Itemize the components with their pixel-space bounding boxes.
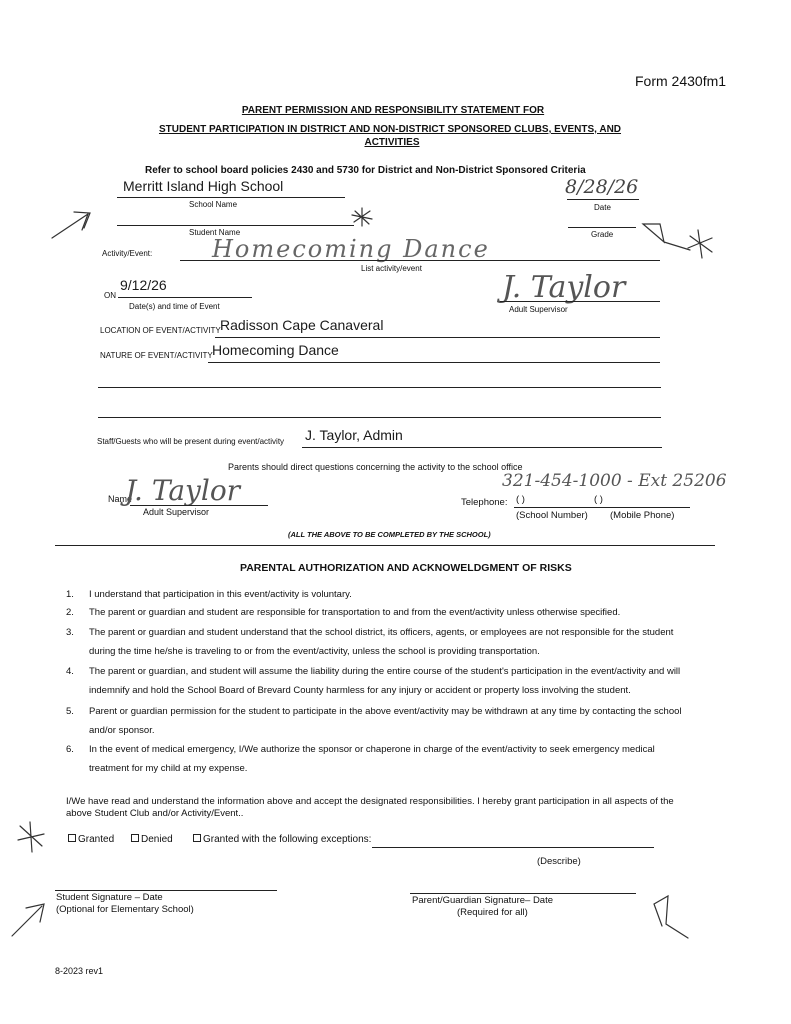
nature-extra-line-2	[98, 417, 661, 418]
form-id: Form 2430fm1	[635, 73, 727, 89]
granted-exceptions-label: Granted with the following exceptions:	[203, 834, 372, 845]
authorization-item-number: 2.	[66, 607, 74, 618]
event-date-value[interactable]: 9/12/26	[120, 277, 167, 293]
authorization-item-text: The parent or guardian and student understand that the school district, its officers, agents, or employees are not responsible for the student	[89, 627, 674, 638]
option-granted[interactable]	[68, 834, 114, 845]
authorization-heading: PARENTAL AUTHORIZATION AND ACKNOWELDGMENT OF RISKS	[240, 562, 572, 574]
denied-checkbox[interactable]	[131, 834, 139, 842]
describe-label: (Describe)	[537, 856, 581, 867]
date-value[interactable]: 8/28/26	[565, 176, 639, 198]
location-line	[215, 337, 660, 338]
nature-extra-line-1	[98, 387, 661, 388]
activity-line	[180, 260, 660, 261]
activity-value[interactable]: Homecoming Dance	[212, 235, 490, 263]
student-name-line	[117, 225, 354, 226]
authorization-item-number: 5.	[66, 706, 74, 717]
granted-label: Granted	[78, 834, 115, 845]
nature-value[interactable]: Homecoming Dance	[212, 342, 339, 358]
student-signature-label: Student Signature – Date	[56, 892, 163, 903]
activity-label: List activity/event	[361, 264, 422, 273]
section-divider	[55, 545, 715, 546]
star-mark-right	[688, 230, 712, 258]
authorization-item-text: The parent or guardian and student are responsible for transportation to and from the event/activity unless otherwise specified.	[89, 607, 621, 618]
activity-prefix: Activity/Event:	[102, 249, 153, 258]
nature-label: NATURE OF EVENT/ACTIVITY	[100, 351, 213, 360]
adult-supervisor-line	[500, 301, 660, 302]
telephone-line	[514, 507, 690, 508]
telephone-school-label: (School Number)	[516, 510, 588, 521]
exceptions-line[interactable]	[372, 847, 654, 848]
granted-exceptions-checkbox[interactable]	[193, 834, 201, 842]
option-granted-exceptions[interactable]	[193, 834, 371, 845]
grade-line	[568, 227, 636, 228]
option-denied[interactable]	[131, 834, 173, 845]
school-name-value[interactable]: Merritt Island High School	[123, 178, 284, 194]
name-sublabel: Adult Supervisor	[143, 507, 210, 517]
name-signature[interactable]: J. Taylor	[125, 474, 241, 507]
star-mark-student	[352, 208, 372, 226]
nature-line	[208, 362, 660, 363]
questions-note: Parents should direct questions concerning the activity to the school office	[228, 462, 523, 472]
arrow-mark-right-bottom	[654, 896, 688, 938]
event-date-label: Date(s) and time of Event	[129, 302, 220, 311]
arrow-mark-left-top	[52, 212, 90, 238]
arrow-mark-right-top	[643, 224, 690, 250]
telephone-mobile-label: (Mobile Phone)	[610, 510, 675, 521]
location-label: LOCATION OF EVENT/ACTIVITY	[100, 326, 221, 335]
name-line	[130, 505, 268, 506]
authorization-item-text: during the time he/she is traveling to or from the event/activity, unless the school is providing transportation.	[89, 646, 540, 657]
policy-note: Refer to school board policies 2430 and 5730 for District and Non-District Sponsored Criteria	[145, 165, 586, 176]
authorization-item-text: In the event of medical emergency, I/We authorize the sponsor or chaperone in charge of the event/activity to seek emergency medical	[89, 744, 655, 755]
authorization-item-number: 1.	[66, 589, 74, 600]
granted-checkbox[interactable]	[68, 834, 76, 842]
student-signature-line[interactable]	[55, 890, 277, 891]
arrow-mark-left-bottom	[12, 904, 44, 936]
star-mark-left	[18, 822, 44, 852]
parent-signature-line[interactable]	[410, 893, 636, 894]
event-date-prefix: ON	[104, 291, 116, 300]
telephone-value[interactable]: 321-454-1000 - Ext 25206	[502, 471, 727, 491]
authorization-item-text: indemnify and hold the School Board of Brevard County harmless for any injury or accident or property loss involving the student.	[89, 685, 631, 696]
school-name-line	[117, 197, 345, 198]
parent-signature-label: Parent/Guardian Signature– Date	[412, 895, 554, 906]
telephone-mobile-blank: ( )	[594, 494, 603, 505]
date-label: Date	[594, 203, 611, 212]
school-name-label: School Name	[189, 200, 238, 209]
date-line	[567, 199, 639, 200]
authorization-item-number: 3.	[66, 627, 74, 638]
agreement-line-1: I/We have read and understand the information above and accept the designated responsibilities. I hereby grant participation in all aspects of the	[66, 796, 674, 807]
name-label: Name	[108, 494, 133, 504]
adult-supervisor-label: Adult Supervisor	[509, 305, 568, 314]
denied-label: Denied	[141, 834, 173, 845]
authorization-item-text: Parent or guardian permission for the student to participate in the above event/activity may be withdrawn at any time by contacting the school	[89, 706, 682, 717]
revision-label: 8-2023 rev1	[55, 966, 104, 976]
staff-value[interactable]: J. Taylor, Admin	[305, 427, 403, 443]
parent-signature-note: (Required for all)	[457, 907, 528, 918]
telephone-school-blank: ( )	[516, 494, 525, 505]
title-line-3: ACTIVITIES	[364, 137, 420, 148]
title-line-1: PARENT PERMISSION AND RESPONSIBILITY STATEMENT FOR	[241, 105, 545, 116]
telephone-label: Telephone:	[461, 497, 508, 508]
authorization-item-text: and/or sponsor.	[89, 725, 155, 736]
authorization-item-number: 4.	[66, 666, 74, 677]
staff-line	[302, 447, 662, 448]
staff-label: Staff/Guests who will be present during event/activity	[97, 437, 285, 446]
completed-note: (ALL THE ABOVE TO BE COMPLETED BY THE SCHOOL)	[288, 530, 491, 539]
grade-label: Grade	[591, 230, 614, 239]
student-name-label: Student Name	[189, 228, 241, 237]
agreement-line-2: above Student Club and/or Activity/Event..	[66, 808, 244, 819]
title-line-2: STUDENT PARTICIPATION IN DISTRICT AND NON-DISTRICT SPONSORED CLUBS, EVENTS, AND	[158, 124, 622, 135]
authorization-item-text: treatment for my child at my expense.	[89, 763, 248, 774]
authorization-item-text: The parent or guardian, and student will assume the liability during the entire course of the student's participation in the event/activity and will	[89, 666, 681, 677]
event-date-line	[118, 297, 252, 298]
student-signature-note: (Optional for Elementary School)	[56, 904, 194, 915]
adult-supervisor-signature[interactable]: J. Taylor	[502, 270, 626, 305]
authorization-item-text: I understand that participation in this event/activity is voluntary.	[89, 589, 352, 600]
authorization-item-number: 6.	[66, 744, 74, 755]
location-value[interactable]: Radisson Cape Canaveral	[220, 317, 384, 333]
